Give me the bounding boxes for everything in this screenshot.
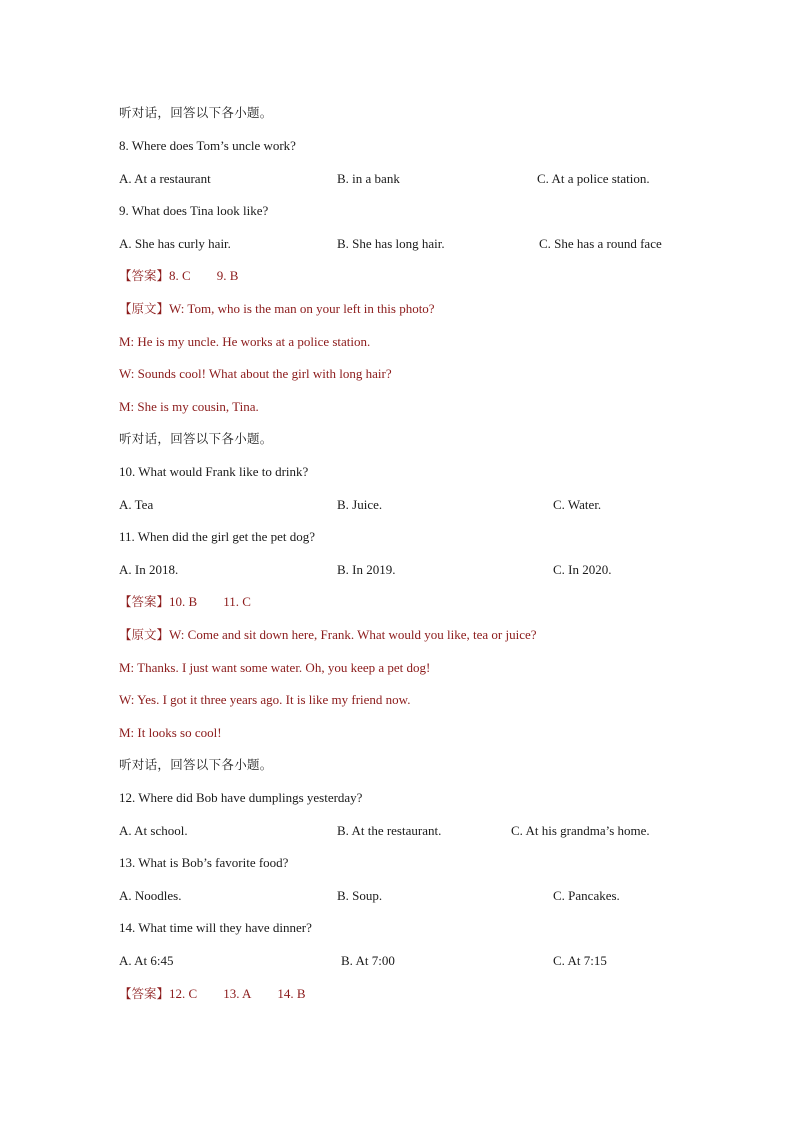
option-b: B. At the restaurant. — [337, 823, 442, 838]
answer-item: 8. C — [169, 268, 191, 283]
section-instruction: 听对话，回答以下各小题。 — [119, 105, 273, 120]
option-c: C. At a police station. — [537, 171, 650, 186]
answer-line — [119, 594, 251, 610]
transcript-label: 【原文】 — [119, 301, 170, 316]
option-a: A. In 2018. — [119, 562, 179, 577]
answer-line — [119, 986, 306, 1002]
transcript-line — [119, 627, 537, 643]
option-b: B. in a bank — [337, 171, 400, 186]
question-14: 14. What time will they have dinner? — [119, 920, 312, 935]
answer-label: 【答案】 — [119, 268, 170, 283]
transcript-line: W: Sounds cool! What about the girl with long hair? — [119, 366, 392, 381]
option-b: B. Juice. — [337, 497, 383, 512]
question-9: 9. What does Tina look like? — [119, 203, 269, 218]
answer-label: 【答案】 — [119, 594, 170, 609]
option-a: A. She has curly hair. — [119, 236, 231, 251]
transcript-label: 【原文】 — [119, 627, 170, 642]
transcript-line: M: It looks so cool! — [119, 725, 222, 740]
option-a: A. Noodles. — [119, 888, 182, 903]
option-c: C. Pancakes. — [553, 888, 620, 903]
answer-item: 13. A — [223, 986, 252, 1001]
option-a: A. At a restaurant — [119, 171, 211, 186]
option-c: C. At his grandma’s home. — [511, 823, 650, 838]
answer-item: 10. B — [169, 594, 198, 609]
answer-line — [119, 268, 238, 284]
option-a: A. Tea — [119, 497, 154, 512]
option-c: C. Water. — [553, 497, 602, 512]
question-10: 10. What would Frank like to drink? — [119, 464, 309, 479]
transcript-line: W: Yes. I got it three years ago. It is like my friend now. — [119, 692, 411, 707]
section-instruction: 听对话，回答以下各小题。 — [119, 431, 273, 446]
question-8: 8. Where does Tom’s uncle work? — [119, 138, 296, 153]
question-13: 13. What is Bob’s favorite food? — [119, 855, 289, 870]
option-a: A. At 6:45 — [119, 953, 174, 968]
option-b: B. At 7:00 — [341, 953, 395, 968]
answer-item: 12. C — [169, 986, 198, 1001]
question-11: 11. When did the girl get the pet dog? — [119, 529, 316, 544]
transcript-line: M: Thanks. I just want some water. Oh, you keep a pet dog! — [119, 660, 431, 675]
answer-item: 9. B — [216, 268, 239, 283]
answer-item: 11. C — [223, 594, 251, 609]
option-b: B. She has long hair. — [337, 236, 445, 251]
option-c: C. She has a round face — [539, 236, 662, 251]
option-b: B. In 2019. — [337, 562, 396, 577]
transcript-text: W: Come and sit down here, Frank. What would you like, tea or juice? — [169, 627, 537, 642]
answer-label: 【答案】 — [119, 986, 170, 1001]
option-c: C. In 2020. — [553, 562, 612, 577]
transcript-text: W: Tom, who is the man on your left in this photo? — [169, 301, 435, 316]
answer-item: 14. B — [277, 986, 306, 1001]
transcript-line: M: He is my uncle. He works at a police station. — [119, 334, 371, 349]
section-instruction: 听对话，回答以下各小题。 — [119, 757, 273, 772]
option-b: B. Soup. — [337, 888, 383, 903]
transcript-line: M: She is my cousin, Tina. — [119, 399, 259, 414]
question-12: 12. Where did Bob have dumplings yesterday? — [119, 790, 363, 805]
option-a: A. At school. — [119, 823, 188, 838]
option-c: C. At 7:15 — [553, 953, 607, 968]
transcript-line — [119, 301, 435, 317]
